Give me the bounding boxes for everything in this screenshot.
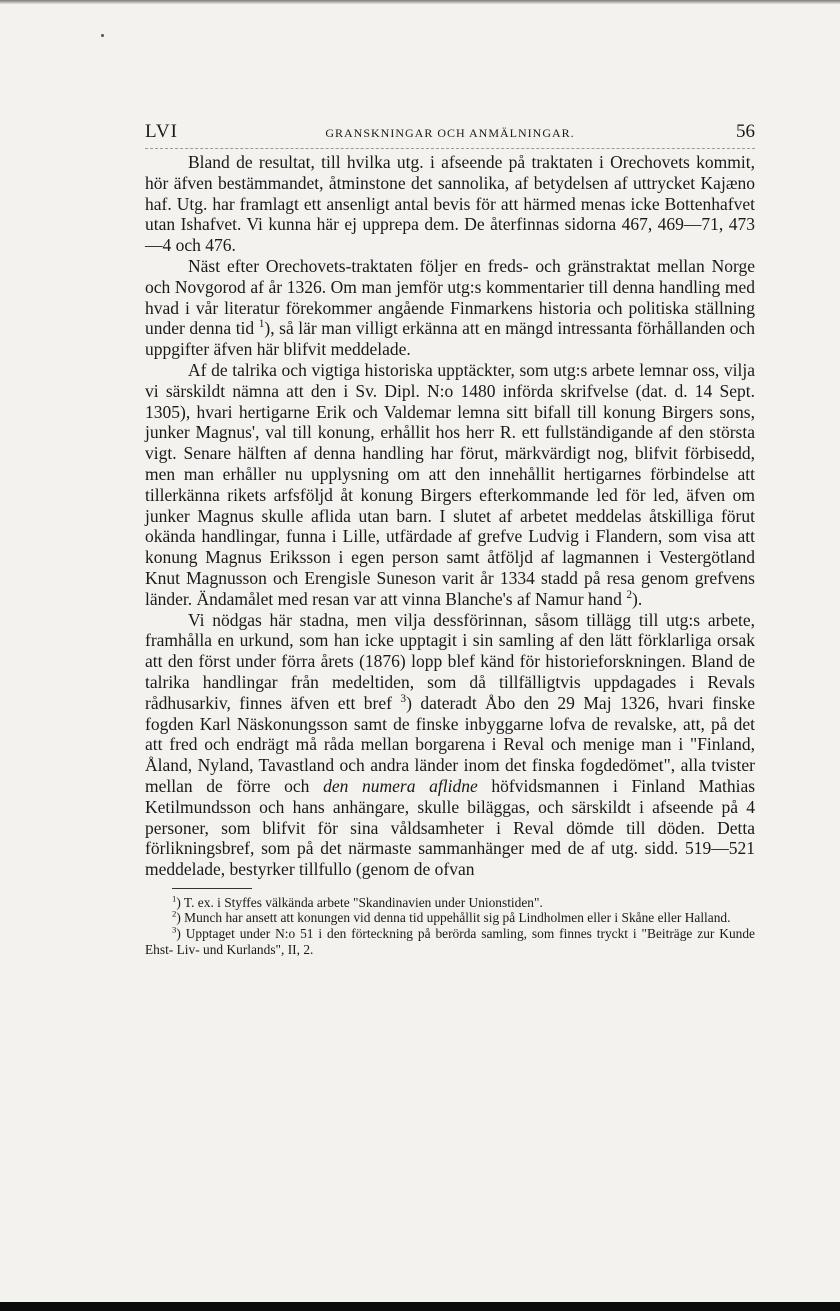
scan-bottom-edge <box>0 1302 840 1311</box>
footnote-ref-2: 2 <box>626 588 632 601</box>
body-text <box>145 152 755 880</box>
footnote-rule <box>172 888 252 889</box>
footnotes <box>145 895 755 957</box>
book-page <box>145 118 755 957</box>
footnote-2: $^2$) Munch har ansett att konungen vid denna tid uppehållit sig på Lindholmen eller i Skåne eller Halland. <box>172 909 731 926</box>
paragraph-3: Af de talrika och vigtiga historiska upptäckter, som utg:s arbete lemnar oss, vilja vi särskildt nämna att den i Sv. Dipl. N:o 1480 införda skrifvelse (dat. d. 14 Sept. 1305), hvari hertigarne Erik och Valdemar lemna sitt bifall till konung Birgers sons, junker Magnus', val till konung, erhållit hos herr R. ett fullständigande af den största vigt. Senare hälften af denna handling har förut, märkvärdigt nog, blifvit förbisedd, men man erhåller nu upplysning om att den innehållit hertigarnes förbindelse att tillerkänna rikets arfsföljd åt konung Birgers efterkommande led för led, äfven om junker Magnus skulle aflida utan barn. I slutet af arbetet meddelas åtskilliga förut okända handlingar, funna i Lille, utfärdade af grefve Ludvig i Flandern, som visa att konung Magnus Eriksson i egen person samt åtföljd af lagmannen i Vestergötland Knut Magnusson och Erengisle Suneson varit år 1334 stadd på resa genom grefvens länder. Ändamålet med resan var att vinna Blanche's af Namur hand $^2$). <box>145 359 755 609</box>
running-title: GRANSKNINGAR OCH ANMÄLNINGAR. <box>325 126 575 140</box>
page-number: 56 <box>736 121 755 142</box>
footnote-ref-3: 3 <box>400 692 407 705</box>
paragraph-4: Vi nödgas här stadna, men vilja dessförinnan, såsom tillägg till utg:s arbete, framhålla en urkund, som han icke upptagit i sin samling af den lätt förklarliga orsak att den först under förra årets (1876) lopp blef känd för historieforskningen. Bland de talrika handlingar från medeltiden, som då tillfälligtvis uppdagades i Revals rådhusarkiv, finnes äfven ett bref $^3$) dateradt Åbo den 29 Maj 1326, hvari finske fogden Karl Näskonungsson samt de finske inbyggarne lofva de revalske, att, på det att fred och endrägt må råda mellan borgarena i Reval och menige man i "Finland, Åland, Nyland, Tavastland och andra länder inom det finska fogdedömet", alla tvister mellan de förre och den numera aflidne höfvidsmannen i Finland Mathias Ketilmundsson och hans anhängare, skulle biläggas, och särskildt i afseende på 4 personer, som blifvit för sina våldsamheter i Reval dömde till döden. Detta förlikningsbref, som på det närmaste sammanhänger med de af utg. sidd. 519—521 meddelade, bestyrker tillfullo (genom de ofvan <box>145 609 756 880</box>
paragraph-1: Bland de resultat, till hvilka utg. i afseende på traktaten i Orechovets kommit, hör äfven bestämmandet, åtminstone det sannolika, af betydelsen af uttrycket Kajæno haf. Utg. har framlagt ett ansenligt antal bevis för att härmed menas icke Bottenhafvet utan Ishafvet. Vi kunna här ej upprepa dem. De återfinnas sidorna 467, 469—71, 473—4 och 476. <box>145 152 755 256</box>
scan-top-edge <box>0 0 840 4</box>
footnote-3: $^3$) Upptaget under N:o 51 i den förteckning på berörda samling, som finnes tryckt i "Beiträge zur Kunde Ehst- Liv- und Kurlands", II, 2. <box>145 924 755 957</box>
footnote-1: $^1$) T. ex. i Styffes välkända arbete "Skandinavien under Unionstiden". <box>172 893 543 910</box>
header-rule <box>145 148 755 149</box>
italic-phrase: den numera aflidne <box>323 775 478 796</box>
roman-page-number: LVI <box>145 121 178 142</box>
paragraph-2: Näst efter Orechovets-traktaten följer en freds- och gränstraktat mellan Norge och Novgorod af år 1326. Om man jemför utg:s kommentarier till denna handling med hvad i vår literatur förekommer angående Finmarkens historia och politiska ställning under denna tid $^1$), så lär man villigt erkänna att en mängd intressanta förhållanden och uppgifter äfven här blifvit meddelade. <box>145 255 756 360</box>
running-head <box>145 118 755 148</box>
footnote-ref-1: 1 <box>258 318 265 331</box>
scan-speck <box>101 34 104 37</box>
